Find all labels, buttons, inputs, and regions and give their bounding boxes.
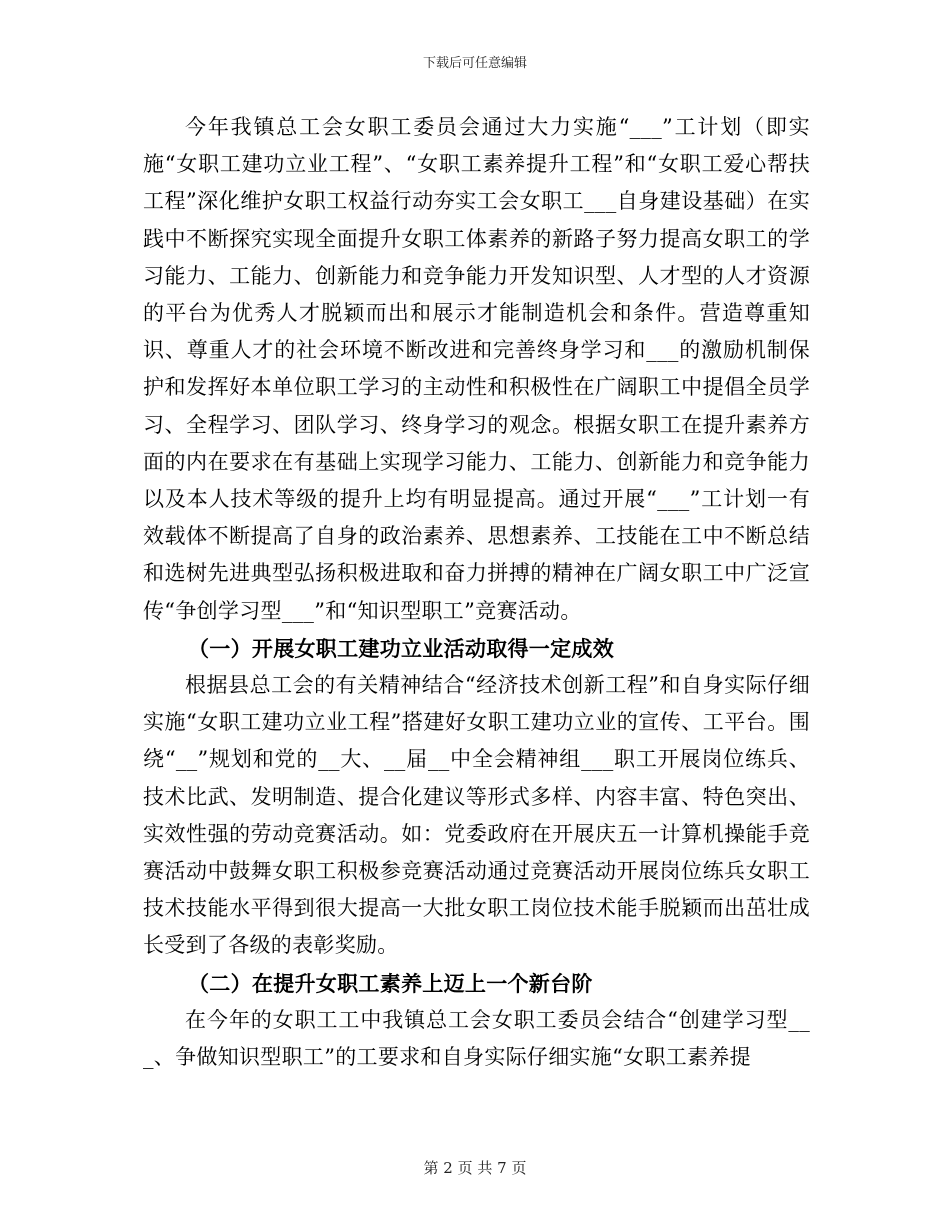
page-header: 下载后可任意编辑 — [422, 56, 527, 71]
section-heading-1: （一）开展女职工建功立业活动取得一定成效 — [188, 635, 614, 661]
section-heading-2: （二）在提升女职工素养上迈上一个新台阶 — [188, 970, 593, 996]
paragraph-section-1: 根据县总工会的有关精神结合“经济技术创新工程”和自身实际仔细实施“女职工建功立业工程”搭建好女职工建功立业的宣传、工平台。围绕“__”规划和党的__大、__届__中全会精神组___职工开展岗位练兵、技术比武、发明制造、提合化建议等形式多样、内容丰富、特色突出、实效性强的劳动竞赛活动。如：党委政府在开展庆五一计算机操能手竞赛活动中鼓舞女职工积极参竞赛活动通过竞赛活动开展岗位练兵女职工技术技能水平得到很大提高一大批女职工岗位技术能手脱颖而出茁壮成长受到了各级的表彰奖励。 — [143, 673, 810, 958]
page-footer: 第 2 页 共 7 页 — [423, 1159, 527, 1177]
document-body — [143, 109, 810, 1076]
paragraph-section-2: 在今年的女职工工中我镇总工会女职工委员会结合“创建学习型___、争做知识型职工”的工要求和自身实际仔细实施“女职工素养提 — [143, 1007, 810, 1070]
paragraph-intro: 今年我镇总工会女职工委员会通过大力实施“___”工计划（即实施“女职工建功立业工程”、“女职工素养提升工程”和“女职工爱心帮扶工程”深化维护女职工权益行动夯实工会女职工___自身建设基础）在实践中不断探究实现全面提升女职工体素养的新路子努力提高女职工的学习能力、工能力、创新能力和竞争能力开发知识型、人才型的人才资源的平台为优秀人才脱颖而出和展示才能制造机会和条件。营造尊重知识、尊重人才的社会环境不断改进和完善终身学习和___的激励机制保护和发挥好本单位职工学习的主动性和积极性在广阔职工中提倡全员学习、全程学习、团队学习、终身学习的观念。根据女职工在提升素养方面的内在要求在有基础上实现学习能力、工能力、创新能力和竞争能力以及本人技术等级的提升上均有明显提高。通过开展“___”工计划一有效载体不断提高了自身的政治素养、思想素养、工技能在工中不断总结和选树先进典型弘扬积极进取和奋力拼搏的精神在广阔女职工中广泛宣传“争创学习型___”和“知识型职工”竞赛活动。 — [143, 115, 810, 623]
